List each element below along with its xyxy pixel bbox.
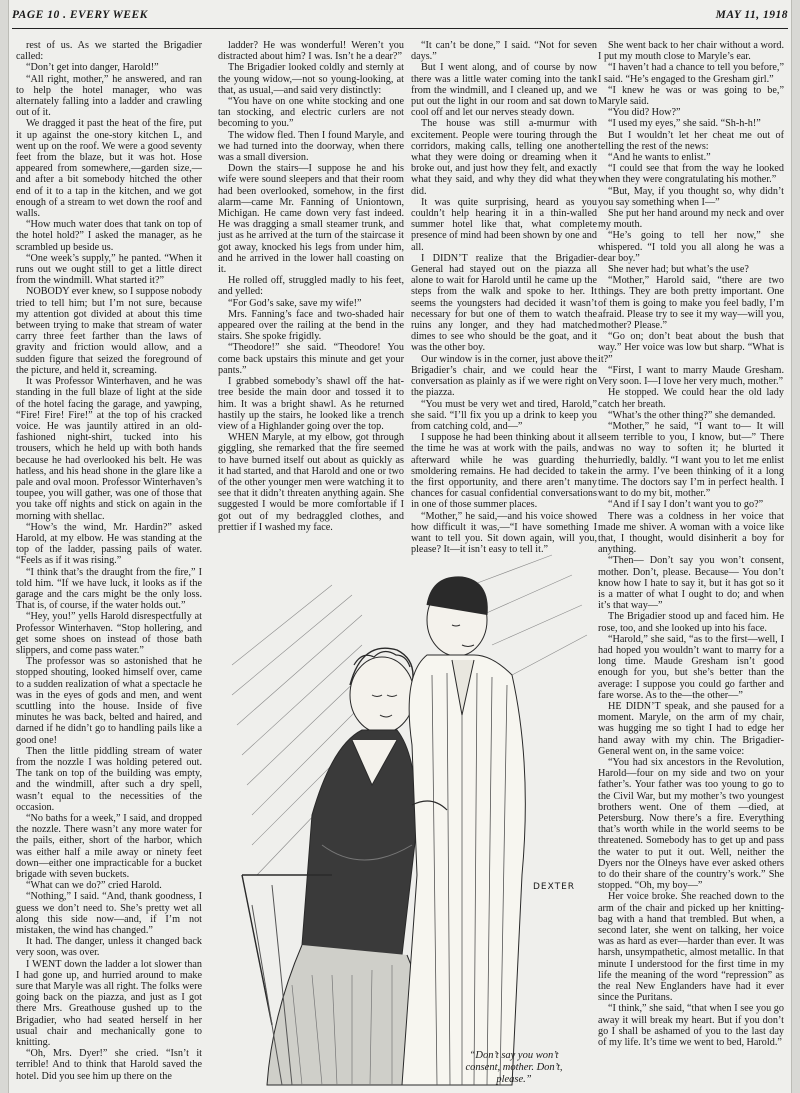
paragraph: “What’s the other thing?” she demanded.: [608, 409, 776, 421]
paragraph: “I used my eyes,” she said. “Sh-h-h!”: [608, 118, 761, 130]
text-column-1: [16, 40, 202, 1085]
paragraph: “You did? How?”: [608, 107, 681, 119]
paragraph: The Brigadier looked coldly and sternly at the young widow,—not so young-looking, at that, as usual,—and said very distinctly:: [218, 62, 404, 96]
paragraph: “Nothing,” I said. “And, thank goodness, I guess we don’t need to. She’s pretty wet all along this side now—and, if I’m not mistaken, the wind has changed.”: [16, 891, 202, 937]
left-margin-strip: [0, 0, 9, 1093]
paragraph: There was a coldness in her voice that made me shiver. A woman with a voice like that, I thought, would disinherit a boy for anything.: [598, 510, 784, 556]
paragraph: But I wouldn’t let her cheat me out of telling the rest of the news:: [598, 129, 784, 152]
paragraph: “Mother,” Harold said, “there are two things. They are both pretty important. One of them is going to make you feel badly, I’m afraid. Please try to see it my way—will you, mother? Please.”: [598, 275, 784, 332]
paragraph: She put her hand around my neck and over my mouth.: [598, 208, 784, 231]
paragraph: “How much water does that tank on top of the hotel hold?” I asked the manager, as he scrambled up beside us.: [16, 219, 202, 253]
paragraph: “How’s the wind, Mr. Hardin?” asked Harold, at my elbow. He was standing at the top of the ladder, passing pails of water. “Feels as if it was rising.”: [16, 521, 202, 567]
paragraph: “All right, mother,” he answered, and ran to help the hotel manager, who was alternately falling into a ladder and crawling out of it.: [16, 73, 202, 119]
paragraph: “You must be very wet and tired, Harold,” she said. “I’ll fix you up a drink to keep you from catching cold, and—”: [411, 398, 597, 432]
paragraph: The house was still a-murmur with excitement. People were touring through the corridors, making calls, telling one another what they were doing or dreaming when it broke out, and just how they felt, and exactly what they said, and why they did what they did.: [411, 118, 597, 197]
paragraph: “Mother,” he said, “I want to— It will seem terrible to you, I know, but—” There was no way to soften it; he blurted it hurriedly, baldly. “I want you to let me enlist in the army. I’ve been thinking of it a long time. The doctors say I’m in perfect health. I want to do my bit, mother.”: [598, 420, 784, 500]
paragraph: “Harold,” she said, “as to the first—well, I had hoped you wouldn’t want to marry for a long time. Maude Gresham isn’t good enough for you, but she’s better than the average: I suppose you could go farther and fare worse. As to the—the other—”: [598, 633, 784, 701]
paragraph: HE DIDN’T speak, and she paused for a moment. Maryle, on the arm of my chair, was hugging me so tight I had to edge her hand away with my chin. The Brigadier-General went on, in the same voice:: [598, 700, 784, 757]
paragraph: The Brigadier stood up and faced him. He rose, too, and she looked up into his face.: [598, 611, 784, 634]
issue-date: MAY 11, 1918: [715, 9, 788, 21]
story-illustration: [212, 545, 592, 1090]
paragraph: I grabbed somebody’s shawl off the hat-tree beside the main door and tossed it to him. It was a bright shawl. As he returned hastily up the stairs, he looked like a trench view of a Highlander going over the top.: [218, 376, 404, 432]
paragraph: ladder? He was wonderful! Weren’t you distracted about him? I was. Isn’t he a dear?”: [218, 40, 404, 63]
paragraph: But I went along, and of course by now there was a little water coming into the tank from the windmill, and I cleaned up, and we put out the light in our room and sat down to cool off and let our nerves steady down.: [411, 62, 597, 119]
paragraph: Mrs. Fanning’s face and two-shaded hair appeared over the railing at the bend in the stairs. She spoke frigidly.: [218, 308, 404, 343]
paragraph: The professor was so astonished that he stopped shouting, looked himself over, came to a sudden realization of what a spectacle he was in the eyes of gods and men, and went scuttling into the house. Inside of five minutes he was back, belted and haired, and darned if he didn’t go to handling pails like a good one!: [16, 656, 202, 746]
paragraph: “No baths for a week,” I said, and dropped the nozzle. There wasn’t any more water for the pails, either, short of the harbor, which was either half a mile away or ninety feet down—either one impracticable for a bucket brigade with seven buckets.: [16, 813, 202, 881]
paragraph: It had. The danger, unless it changed back very soon, was over.: [16, 936, 202, 959]
paragraph: “First, I want to marry Maude Gresham. Very soon. I—I love her very much, mother.”: [598, 364, 784, 388]
paragraph: We dragged it past the heat of the fire, put it up against the one-story kitchen L, and went up on the roof. We were a good seventy feet from the blaze, but it was hot. Hose appeared from somewhere,—garden size,—and after a bit somebody hitched the other end of it to a tap in the kitchen, and we got enough of a stream to wet down the roof and walls.: [16, 118, 202, 220]
paragraph: “You had six ancestors in the Revolution, Harold—four on my side and two on your father’s. Your father was too young to go to the Civil War, but my mother’s two youngest brothers went. One of them —died, at Petersburg. Now there’s a fire. Everything that’s worth while in the world seems to be threatened. Somebody has to get up and pass the water to put it out. Well, neither the Dyers nor the Olneys have ever asked others to do their share of the country’s work.” She stopped. “Oh, my boy—”: [598, 757, 784, 892]
paragraph: “Don’t get into danger, Harold!”: [26, 62, 159, 74]
paragraph: I DIDN’T realize that the Brigadier-General had stayed out on the piazza all alone to wait for Harold until he came up the steps from the walk and spoke to her. It seems the youngsters had decided it wasn’t necessary for but one of them to watch the ruins any longer, and they had matched dimes to see who should be the goat, and it was the other boy.: [411, 252, 597, 354]
paragraph: “I knew he was or was going to be,” Maryle said.: [598, 84, 784, 108]
paragraph: “Oh, Mrs. Dyer!” she cried. “Isn’t it terrible! And to think that Harold saved the hotel. Did you see him up there on the: [16, 1048, 202, 1082]
paragraph: She never had; but what’s the use?: [608, 264, 749, 276]
paragraph: rest of us. As we started the Brigadier called:: [16, 40, 202, 63]
paragraph: Down the stairs—I suppose he and his wife were sound sleepers and that their room had been overlooked, somehow, in the first alarm—came Mr. Fanning of Uniontown, Michigan. He came down very fast indeed. He was dragging a small steamer trunk, and just as he arrived at the turn of the staircase it got away, knocked his legs from under him, and he arrived in the lower hall coasting on it.: [218, 163, 404, 276]
text-column-3: [411, 40, 597, 556]
magazine-title: . EVERY WEEK: [63, 9, 148, 21]
paragraph: “I think that’s the draught from the fire,” I told him. “If we have luck, it looks as if the garage and the cars might be the only loss. That is, of course, if the water holds out.”: [16, 566, 202, 612]
paragraph: It was Professor Winterhaven, and he was standing in the full blaze of light at the side of the hotel facing the garage, and yawping, “Fire! Fire! Fire!” at the top of his cracked voice. He was jauntily attired in an old-fashioned night-shirt, tucked into his trousers, which he held up with both hands because he had overlooked his belt. He was hatless, and his head shone in the glare like a pale and oval moon. Professor Winterhaven’s toupee, you will gather, was one of those that you take off nights and stick on again in the morning with shellac.: [16, 376, 202, 522]
right-margin-strip: [791, 0, 800, 1093]
paragraph: “Mother,” he said,—and his voice showed how difficult it was,—“I have something I want to tell you. Sit down again, will you, please? It—it isn’t easy to tell it.”: [411, 510, 597, 556]
page-number: PAGE 10: [12, 9, 60, 21]
paragraph: “But, May, if you thought so, why didn’t you say something when I—”: [598, 185, 784, 208]
paragraph: He rolled off, struggled madly to his feet, and yelled:: [218, 275, 404, 298]
paragraph: “And he wants to enlist.”: [608, 152, 711, 164]
paragraph: WHEN Maryle, at my elbow, got through giggling, she remarked that the fire seemed to have burned itself out about as quickly as it had started, and that Harold and one or two of the other younger men were watching it to see that it didn’t threaten anything again. She suggested I would be more comfortable if I got out of my bedraggled clothes, and prettier if I washed my face.: [218, 432, 404, 533]
paragraph: “I could see that from the way he looked when they were congratulating his mother.”: [598, 163, 784, 186]
paragraph: “I haven’t had a chance to tell you before,” I said. “He’s engaged to the Gresham girl.”: [598, 62, 784, 85]
paragraph: “Go on; don’t beat about the bush that way.” Her voice was low but sharp. “What is it?”: [598, 331, 784, 365]
paragraph: He stopped. We could hear the old lady catch her breath.: [598, 387, 784, 410]
paragraph: The widow fled. Then I found Maryle, and we had turned into the doorway, when there was a small diversion.: [218, 129, 404, 164]
paragraph: “And if I say I don’t want you to go?”: [608, 499, 764, 511]
paragraph: “What can we do?” cried Harold.: [26, 880, 162, 892]
artist-signature: DEXTER: [533, 882, 576, 892]
text-column-2: [218, 40, 404, 533]
paragraph: It was quite surprising, heard as you couldn’t help hearing it in a thin-walled summer hotel like that, what complete presence of mind had been shown by one and all.: [411, 196, 597, 253]
paragraph: “You have on one white stocking and one tan stocking, and electric curlers are not becoming to you.”: [218, 96, 404, 130]
illustration-caption: “Don’t say you won’t consent, mother. Don’t, please.”: [465, 1050, 563, 1085]
paragraph: “It can’t be done,” I said. “Not for seven days.”: [411, 40, 597, 63]
paragraph: “One week’s supply,” he panted. “When it runs out we ought still to get a little direct from the windmill. What started it?”: [16, 252, 202, 287]
paragraph: “For God’s sake, save my wife!”: [228, 297, 362, 309]
paragraph: Her voice broke. She reached down to the arm of the chair and picked up her knitting-bag with a hand that trembled. But when, a second later, she went on talking, her voice was as hard as ever—harder than ever. It was harsh, unsympathetic, almost metallic. In that minute I understood for the first time in my life the meaning of the word “repression” as the real New Englanders have had it ever since the Puritans.: [598, 891, 784, 1004]
paragraph: Then the little piddling stream of water from the nozzle I was holding petered out. The tank on top of the building was empty, and the windmill, after such a dry spell, wasn’t equal to the necessities of the occasion.: [16, 745, 202, 813]
paragraph: I suppose he had been thinking about it all the time he was at work with the pails, and afterward while he was guarding the smoldering remains. He had decided to take the first opportunity, and there aren’t many chances for casual confidential conversations in one of those summer places.: [411, 432, 597, 511]
paragraph: “He’s going to tell her now,” she whispered. “I told you all along he was a dear boy.”: [598, 230, 784, 264]
paragraph: “Then— Don’t say you won’t consent, mother. Don’t, please. Because— You don’t know how I hate to say it, but it has got so it is a matter of what I ought to do; and when it’s that way—”: [598, 555, 784, 612]
text-column-4: [598, 40, 784, 1085]
paragraph: “Theodore!” she said. “Theodore! You come back upstairs this minute and get your pants.”: [218, 342, 404, 376]
paragraph: I WENT down the ladder a lot slower than I had gone up, and hurried around to make sure that Maryle was all right. The folks were going back on the piazza, and just as I got there Mrs. Greathouse gushed up to the Brigadier, who had seated herself in her usual chair and mechanically gone to knitting.: [16, 958, 202, 1049]
paragraph: NOBODY ever knew, so I suppose nobody tried to tell him; but I’m not sure, because my attention got divided at about this time between trying to make that stream of water carry three feet farther than the laws of gravity and friction would allow, and a sudden figure that seized the foreground of the picture, and held it, screaming.: [16, 286, 202, 376]
page-header: [12, 6, 788, 29]
page-number-and-title: [12, 9, 148, 21]
paragraph: “I think,” she said, “that when I see you go away it will break my heart. But if you don’t go I shall be ashamed of you to the last day of my life. It’s time we went to bed, Harold.”: [598, 1003, 784, 1049]
paragraph: She went back to her chair without a word. I put my mouth close to Maryle’s ear.: [598, 40, 784, 63]
paragraph: Our window is in the corner, just above the Brigadier’s chair, and we could hear the conversation as plainly as if we were right on the piazza.: [411, 353, 597, 399]
paragraph: “Hey, you!” yells Harold disrespectfully at Professor Winterhaven. “Stop hollering, and get some shoes on instead of those bath slippers, and come pass water.”: [16, 611, 202, 656]
